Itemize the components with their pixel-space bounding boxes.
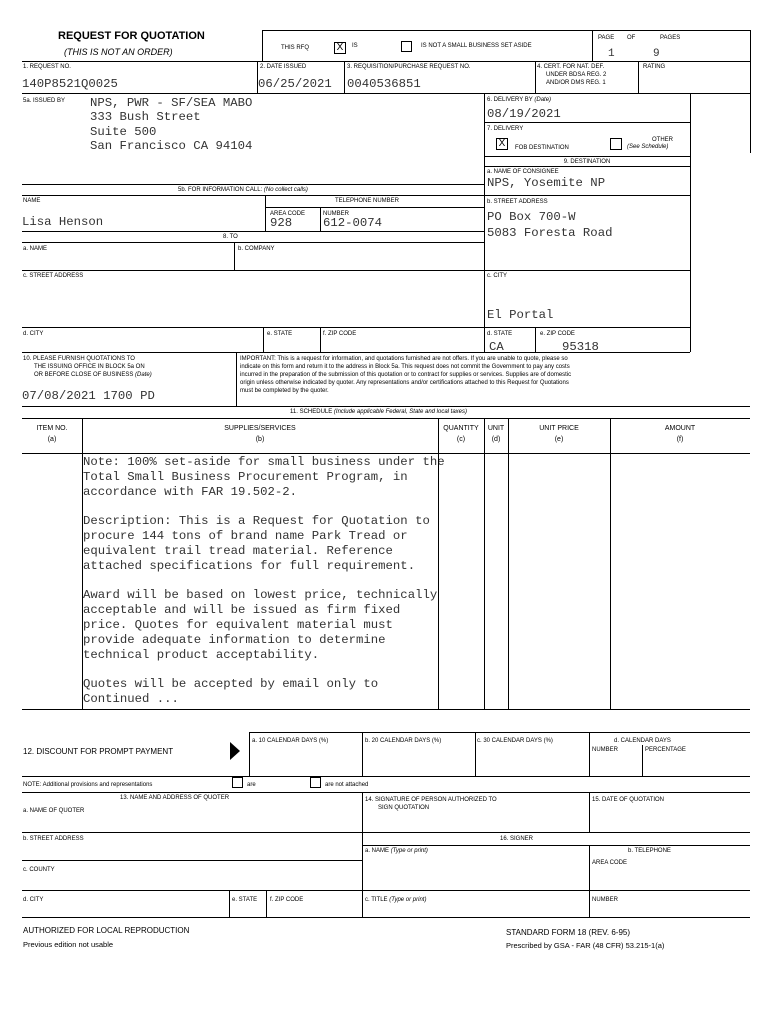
fob-destination-label: FOB DESTINATION — [515, 145, 569, 151]
schedule-line: attached specifications for full requirement. — [83, 559, 416, 573]
furnish-label-1: 10. PLEASE FURNISH QUOTATIONS TO — [23, 356, 135, 362]
footer-reproduction: AUTHORIZED FOR LOCAL REPRODUCTION — [23, 926, 190, 935]
to-zip-label: f. ZIP CODE — [323, 331, 357, 337]
col-unit-price-header: UNIT PRICE — [539, 425, 579, 432]
delivery-by-value: 08/19/2021 — [487, 107, 561, 121]
arrow-right-icon — [230, 742, 240, 760]
col-amount-sub: (f) — [676, 436, 684, 443]
col-amount-header: AMOUNT — [664, 425, 696, 432]
quoter-name-label: a. NAME OF QUOTER — [23, 808, 85, 814]
destination-header: 9. DESTINATION — [563, 159, 611, 165]
important-line-5: must be completed by the quoter. — [240, 388, 329, 394]
delivery-by-label: 6. DELIVERY BY (Date) — [487, 97, 552, 103]
form-title: REQUEST FOR QUOTATION — [58, 30, 205, 42]
destination-street-1: PO Box 700-W — [487, 210, 576, 224]
issued-by-line-4: San Francisco CA 94104 — [90, 139, 253, 153]
schedule-line: Description: This is a Request for Quotation to — [83, 514, 430, 528]
other-delivery-checkbox[interactable] — [610, 138, 622, 150]
to-state-label: e. STATE — [267, 331, 293, 337]
discount-10-label: a. 10 CALENDAR DAYS (%) — [252, 738, 329, 744]
this-rfq-label: THIS RFQ — [281, 45, 309, 51]
provisions-are-checkbox[interactable] — [232, 777, 243, 788]
important-line-3: incurred in the preparation of the submission of this quotation or to contract for supplies or services. Supplies are of domestic — [240, 372, 572, 378]
area-code-value: 928 — [270, 216, 293, 230]
to-city-label: d. CITY — [23, 331, 44, 337]
important-line-4: origin unless otherwise indicated by quoter. Any representations and/or certifications attached to this Request for Quotations — [240, 380, 569, 386]
discount-label: 12. DISCOUNT FOR PROMPT PAYMENT — [23, 747, 174, 756]
discount-percentage-label: PERCENTAGE — [645, 747, 686, 753]
quoter-city-label: d. CITY — [23, 897, 44, 903]
issued-by-label: 5a. ISSUED BY — [23, 98, 66, 104]
provisions-are-not-checkbox[interactable] — [310, 777, 321, 788]
footer-form-number: STANDARD FORM 18 (REV. 6-95) — [506, 928, 631, 937]
important-line-1: IMPORTANT: This is a request for information, and quotations furnished are not offers. If you are unable to quote, please so — [240, 356, 568, 362]
schedule-line: price. Quotes for equivalent material must — [83, 618, 393, 632]
info-area-label: AREA CODE — [270, 211, 306, 217]
discount-calendar-days-label: d. CALENDAR DAYS — [614, 738, 671, 744]
schedule-line: Total Small Business Procurement Program, in — [83, 470, 408, 484]
footer-previous-edition: Previous edition not usable — [23, 940, 114, 949]
consignee-value: NPS, Yosemite NP — [487, 176, 606, 190]
of-label: OF — [627, 35, 636, 41]
quoter-street-label: b. STREET ADDRESS — [23, 836, 84, 842]
is-label: IS — [352, 43, 358, 49]
discount-number-label: NUMBER — [592, 747, 619, 753]
destination-zip-label: e. ZIP CODE — [540, 331, 575, 337]
info-name-label: NAME — [23, 198, 41, 204]
issued-by-line-2: 333 Bush Street — [90, 110, 201, 124]
signer-area-code-label: AREA CODE — [592, 860, 628, 866]
request-no-label: 1. REQUEST NO. — [23, 64, 71, 70]
schedule-line: accordance with FAR 19.502-2. — [83, 485, 298, 499]
consignee-label: a. NAME OF CONSIGNEE — [487, 169, 559, 175]
pages-number: 9 — [653, 48, 660, 60]
schedule-line: equivalent trail tread material. Reference — [83, 544, 393, 558]
quoter-header: 13. NAME AND ADDRESS OF QUOTER — [120, 795, 230, 801]
col-unit-header: UNIT — [487, 425, 505, 432]
requisition-no-label: 3. REQUISITION/PURCHASE REQUEST NO. — [347, 64, 471, 70]
to-name-label: a. NAME — [23, 246, 48, 252]
quoter-state-label: e. STATE — [232, 897, 258, 903]
destination-zip-value: 95318 — [562, 340, 599, 354]
schedule-line: Award will be based on lowest price, technically — [83, 588, 438, 602]
quoter-zip-label: f. ZIP CODE — [270, 897, 304, 903]
quotation-date-label: 15. DATE OF QUOTATION — [592, 797, 665, 803]
destination-city-label: c. CITY — [487, 273, 508, 279]
col-quantity-sub: (c) — [456, 436, 466, 443]
schedule-line: provide adequate information to determine — [83, 633, 386, 647]
phone-number-value: 612-0074 — [323, 216, 383, 230]
destination-state-label: d. STATE — [487, 331, 513, 337]
destination-state-value: CA — [489, 340, 504, 354]
signer-header: 16. SIGNER — [500, 836, 534, 842]
form-subtitle: (THIS IS NOT AN ORDER) — [64, 47, 173, 57]
provisions-are-not-label: are not attached — [325, 782, 369, 788]
info-phone-label: TELEPHONE NUMBER — [335, 198, 400, 204]
cert-label-2: UNDER BDSA REG. 2 — [546, 72, 607, 78]
col-unit-sub: (d) — [491, 436, 501, 443]
quote-due-value: 07/08/2021 1700 PD — [22, 389, 155, 403]
schedule-line: Note: 100% set-aside for small business under the — [83, 455, 445, 469]
destination-street-2: 5083 Foresta Road — [487, 226, 613, 240]
requisition-no-value: 0040536851 — [347, 77, 421, 91]
other-sub-label: (See Schedule) — [627, 144, 669, 150]
info-number-label: NUMBER — [323, 211, 350, 217]
rating-label: RATING — [643, 64, 666, 70]
issued-by-line-1: NPS, PWR - SF/SEA MABO — [90, 96, 253, 110]
footer-prescribed-by: Prescribed by GSA - FAR (48 CFR) 53.215-1(a) — [506, 941, 665, 950]
delivery-label: 7. DELIVERY — [487, 126, 524, 132]
col-supplies-sub: (b) — [255, 436, 265, 443]
col-item-sub: (a) — [47, 436, 57, 443]
issued-by-line-3: Suite 500 — [90, 125, 157, 139]
furnish-label-2: THE ISSUING OFFICE IN BLOCK 5a ON — [34, 364, 145, 370]
col-unit-price-sub: (e) — [554, 436, 564, 443]
date-issued-value: 06/25/2021 — [258, 77, 332, 91]
is-not-set-aside-checkbox[interactable] — [401, 41, 412, 52]
schedule-line: Continued ... — [83, 692, 179, 706]
signer-name-label: a. NAME (Type or print) — [365, 848, 428, 854]
provisions-are-label: are — [247, 782, 256, 788]
signer-title-label: c. TITLE (Type or print) — [365, 897, 427, 903]
quoter-county-label: c. COUNTY — [23, 867, 55, 873]
signer-number-label: NUMBER — [592, 897, 619, 903]
important-line-2: indicate on this form and return it to the address in Block 5a. This request does not commit the Government to pay any costs — [240, 364, 570, 370]
discount-30-label: c. 30 CALENDAR DAYS (%) — [477, 738, 553, 744]
signer-phone-label: b. TELEPHONE — [628, 848, 671, 854]
request-no-value: 140P8521Q0025 — [22, 77, 118, 91]
to-header: 8. TO — [223, 234, 238, 240]
date-issued-label: 2. DATE ISSUED — [260, 64, 307, 70]
schedule-line: Quotes will be accepted by email only to — [83, 677, 379, 691]
schedule-line: acceptable and will be issued as firm fixed — [83, 603, 401, 617]
page-label: PAGE — [598, 35, 615, 41]
other-label: OTHER — [652, 137, 673, 143]
destination-street-label: b. STREET ADDRESS — [487, 199, 548, 205]
discount-20-label: b. 20 CALENDAR DAYS (%) — [365, 738, 442, 744]
page-number: 1 — [608, 48, 615, 60]
info-call-header: 5b. FOR INFORMATION CALL: (No collect calls) — [178, 187, 308, 193]
to-company-label: b. COMPANY — [238, 246, 275, 252]
col-supplies-header: SUPPLIES/SERVICES — [224, 425, 296, 432]
signature-label-1: 14. SIGNATURE OF PERSON AUTHORIZED TO — [365, 797, 497, 803]
note-text: NOTE: Additional provisions and representations — [23, 782, 153, 788]
schedule-line: technical product acceptability. — [83, 648, 320, 662]
schedule-title: 11. SCHEDULE (Include applicable Federal, State and local taxes) — [290, 409, 467, 415]
cert-label-1: 4. CERT. FOR NAT. DEF. — [537, 64, 605, 70]
is-set-aside-checkbox[interactable]: X — [334, 42, 346, 54]
fob-destination-checkbox[interactable]: X — [496, 138, 508, 150]
furnish-label-3: OR BEFORE CLOSE OF BUSINESS (Date) — [34, 372, 152, 378]
schedule-line: procure 144 tons of brand name Park Tread or — [83, 529, 408, 543]
to-street-label: c. STREET ADDRESS — [23, 273, 84, 279]
col-item-header: ITEM NO. — [36, 425, 68, 432]
destination-city-value: El Portal — [487, 308, 554, 322]
contact-name-value: Lisa Henson — [22, 215, 104, 229]
col-quantity-header: QUANTITY — [443, 425, 479, 432]
signature-label-2: SIGN QUOTATION — [378, 805, 430, 811]
cert-label-3: AND/OR DMS REG. 1 — [546, 80, 606, 86]
is-not-label: IS NOT A SMALL BUSINESS SET ASIDE — [421, 43, 532, 49]
pages-label: PAGES — [660, 35, 681, 41]
